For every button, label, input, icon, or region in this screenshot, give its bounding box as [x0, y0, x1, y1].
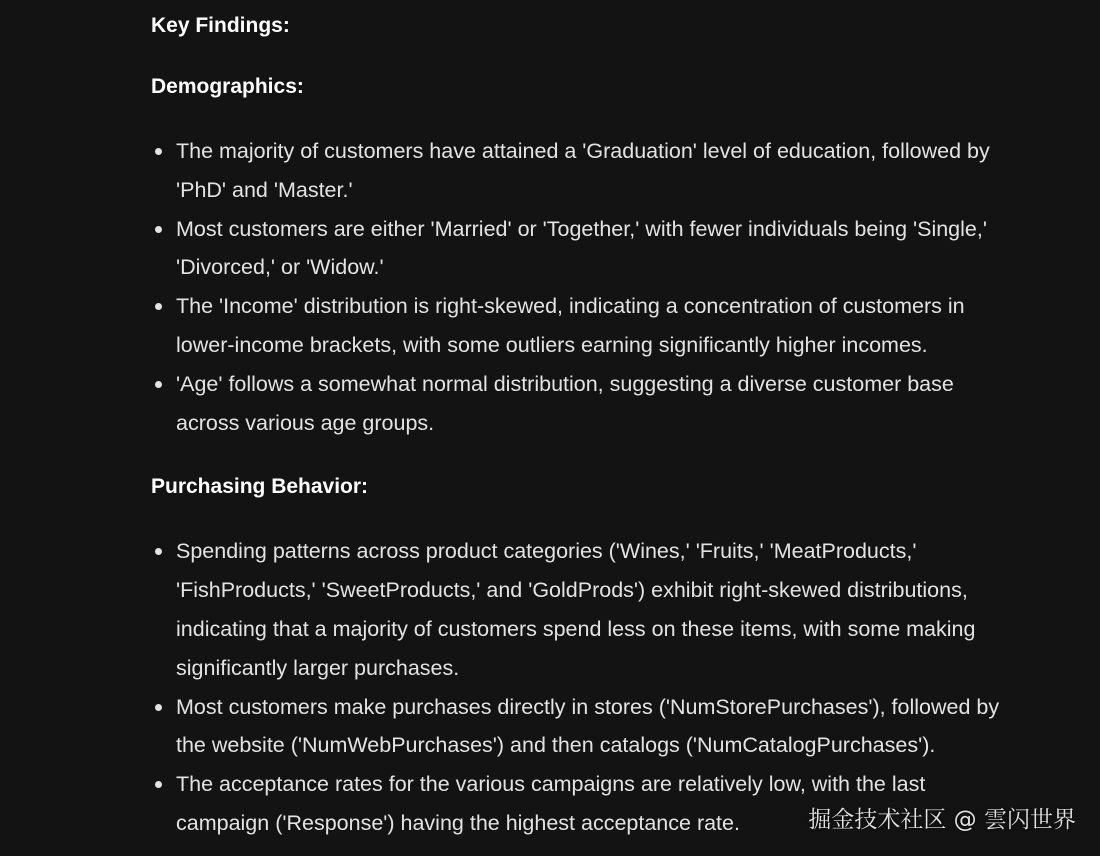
- list-item: [151, 287, 1021, 365]
- response-content: [151, 10, 1021, 843]
- bullet-icon: [155, 704, 162, 711]
- bullet-icon: [155, 303, 162, 310]
- list-item: [151, 210, 1021, 288]
- bullet-icon: [155, 781, 162, 788]
- list-item-text: Most customers make purchases directly in stores ('NumStorePurchases'), followed by the website ('NumWebPurchases') and then catalogs ('NumCatalogPurchases').: [176, 694, 1000, 758]
- bullet-icon: [155, 226, 162, 233]
- purchasing-behavior-list: [151, 532, 1021, 842]
- key-findings-heading: Key Findings:: [151, 14, 290, 37]
- bullet-icon: [155, 381, 162, 388]
- watermark: 掘金技术社区 @ 雲闪世界: [808, 807, 1076, 833]
- demographics-heading: Demographics:: [151, 75, 304, 98]
- list-item: [151, 532, 1021, 687]
- purchasing-behavior-heading: Purchasing Behavior:: [151, 475, 369, 499]
- bullet-icon: [155, 148, 162, 155]
- list-item-text: Spending patterns across product categories ('Wines,' 'Fruits,' 'MeatProducts,' 'FishProducts,' 'SweetProducts,' and 'GoldProds') exhibit right-skewed distributions, indicating that a majority of customers spend less on these items, with some making significantly larger purchases.: [176, 539, 976, 680]
- list-item-text: 'Age' follows a somewhat normal distribution, suggesting a diverse customer base across various age groups.: [176, 371, 954, 435]
- list-item: [151, 688, 1021, 766]
- bullet-icon: [155, 548, 162, 555]
- list-item-text: Most customers are either 'Married' or 'Together,' with fewer individuals being 'Single,' 'Divorced,' or 'Widow.': [176, 216, 987, 280]
- list-item-text: The 'Income' distribution is right-skewed, indicating a concentration of customers in lower-income brackets, with some outliers earning significantly higher incomes.: [176, 294, 965, 357]
- list-item: [151, 365, 1021, 443]
- demographics-list: [151, 132, 1021, 442]
- list-item-text: The majority of customers have attained a 'Graduation' level of education, followed by 'PhD' and 'Master.': [176, 139, 990, 202]
- list-item: [151, 132, 1021, 210]
- list-item-text: The acceptance rates for the various campaigns are relatively low, with the last campaign ('Response') having the highest acceptance rate.: [176, 772, 926, 835]
